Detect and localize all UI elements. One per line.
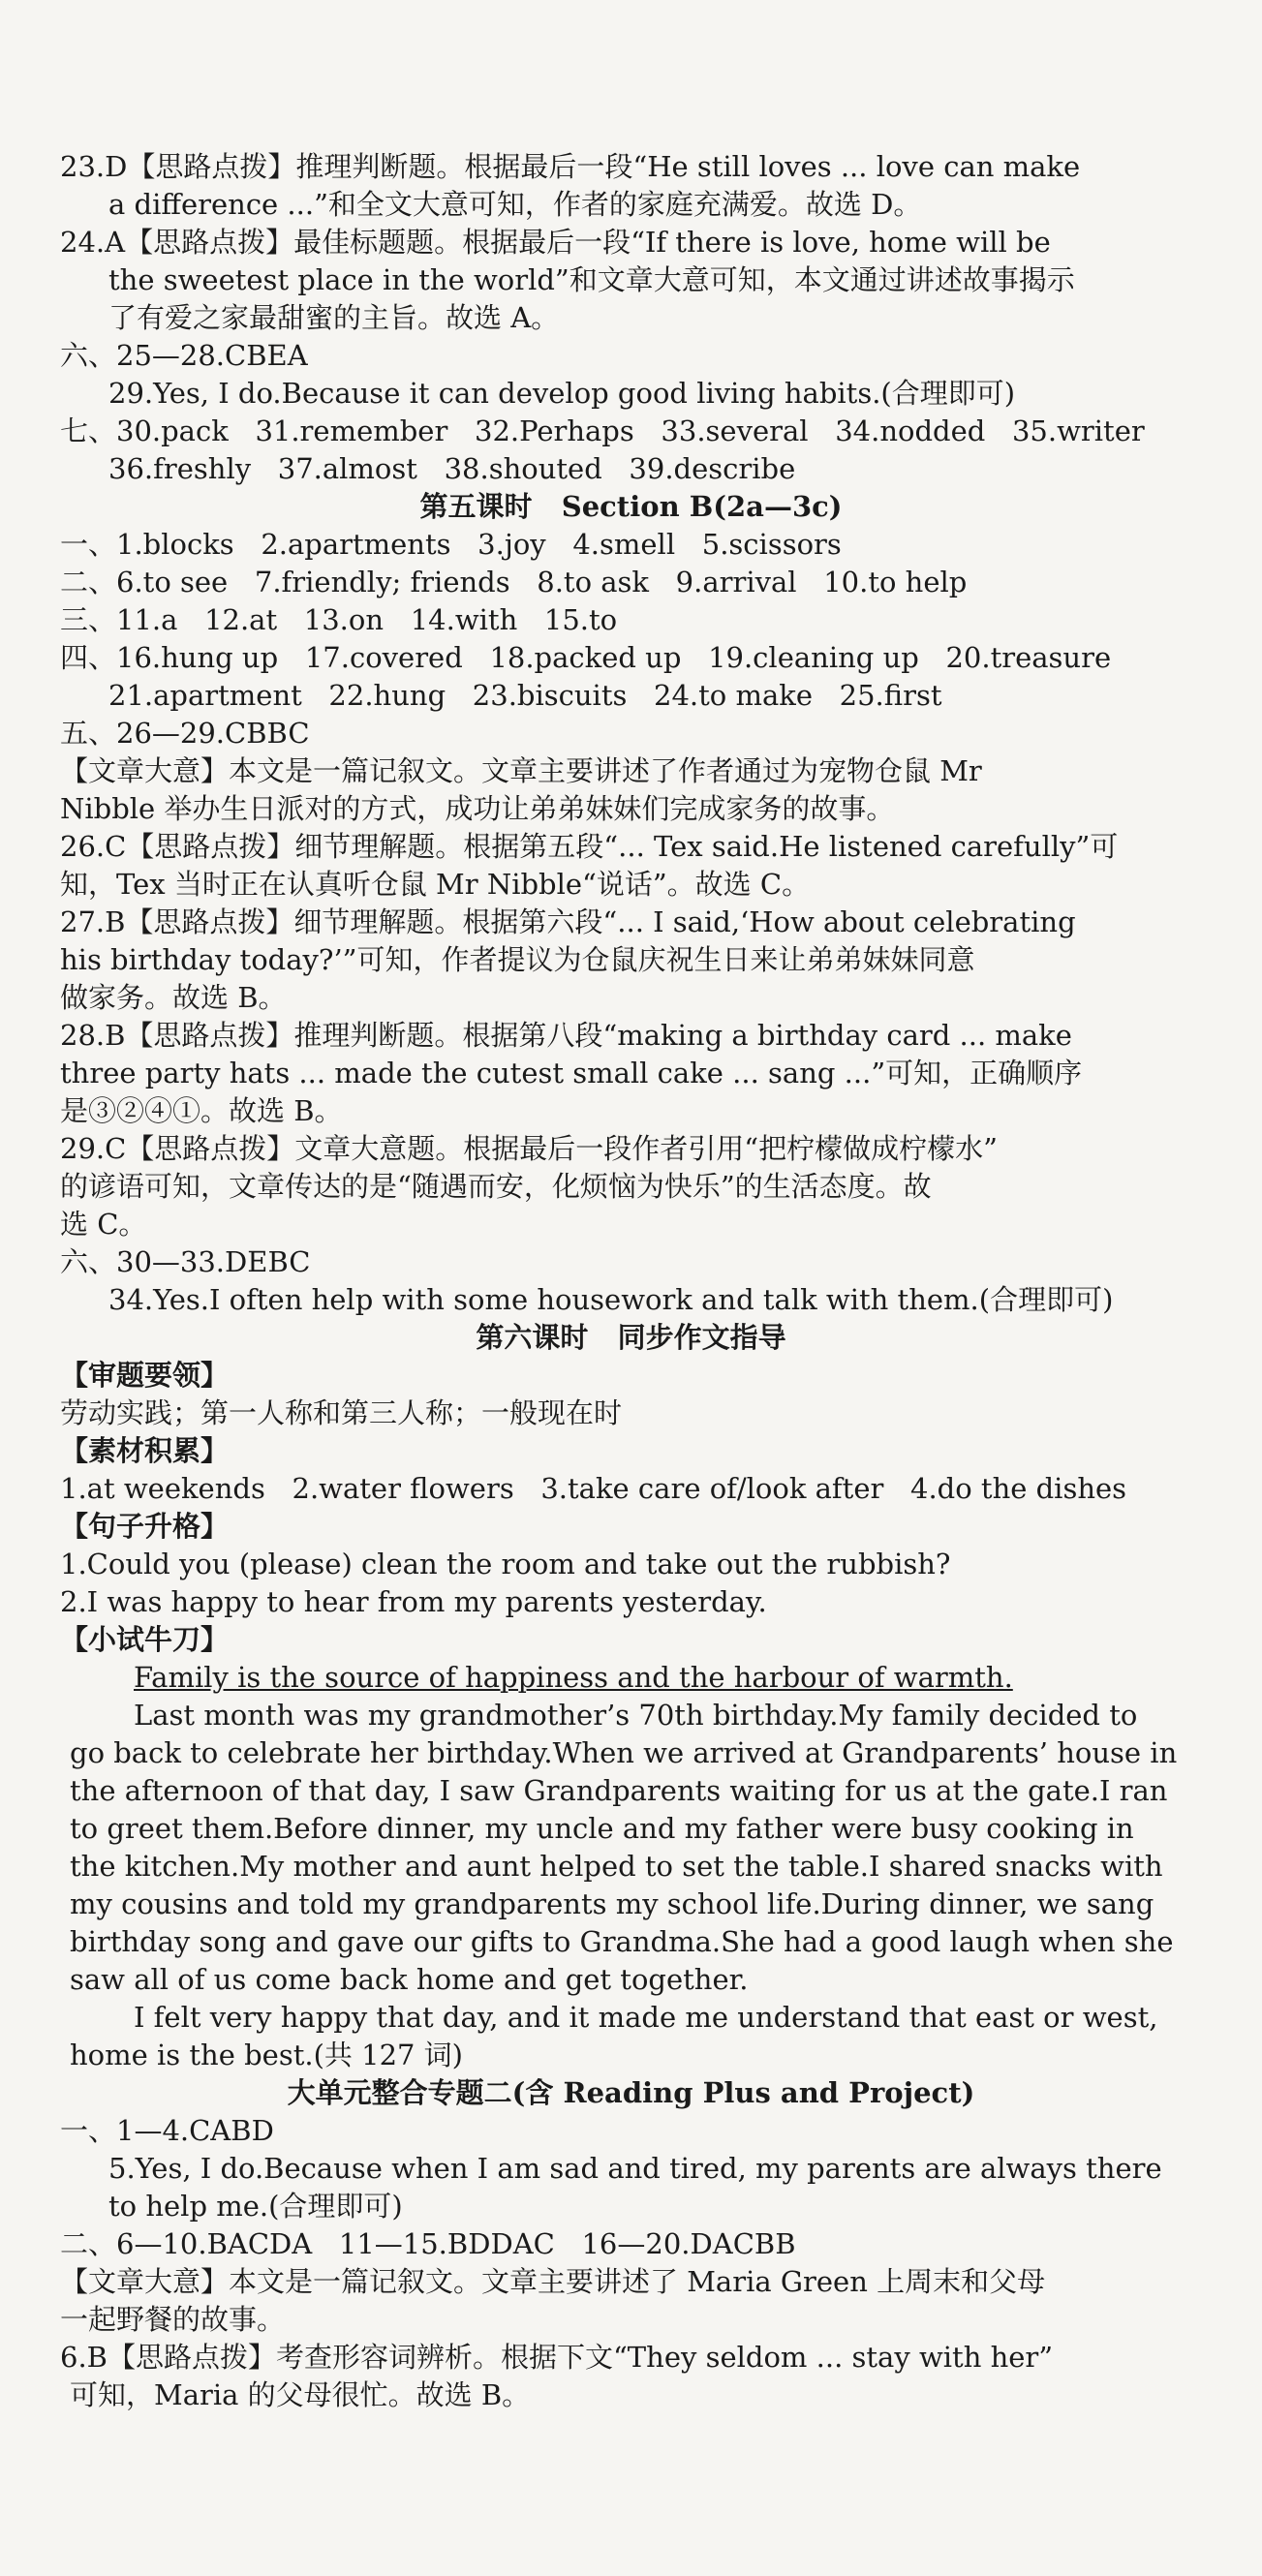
line-36-39: 36.freshly 37.almost 38.shouted 39.describe xyxy=(108,452,796,485)
essay-line-3: the afternoon of that day, I saw Grandparents waiting for us at the gate.I ran xyxy=(70,1774,1168,1807)
line-four-16-20: 四、16.hung up 17.covered 18.packed up 19.cleaning up 20.treasure xyxy=(60,641,1112,674)
line-23-cont: a difference ...”和全文大意可知，作者的家庭充满爱。故选 D。 xyxy=(108,188,922,221)
line-five-26-29: 五、26—29.CBBC xyxy=(60,717,310,750)
heading-xiaoshi: 【小试牛刀】 xyxy=(60,1623,230,1656)
line-29c-cont2: 选 C。 xyxy=(60,1208,147,1241)
line-28-cont1: three party hats ... made the cutest small cake ... sang ...”可知，正确顺序 xyxy=(60,1057,1083,1089)
line-5-cont: to help me.(合理即可) xyxy=(108,2190,403,2223)
line-two-6-10: 二、6.to see 7.friendly; friends 8.to ask 9.arrival 10.to help xyxy=(60,566,968,598)
line-27-cont1: his birthday today?’”可知，作者提议为仓鼠庆祝生日来让弟弟妹妹同意 xyxy=(60,943,975,976)
line-29c-cont1: 的谚语可知，文章传达的是“随遇而安，化烦恼为快乐”的生活态度。故 xyxy=(60,1170,932,1203)
line-seven-30-35: 七、30.pack 31.remember 32.Perhaps 33.several 34.nodded 35.writer xyxy=(60,414,1145,447)
essay-title: Family is the source of happiness and the harbour of warmth. xyxy=(134,1661,1013,1694)
essay-line-7: birthday song and gave our gifts to Grandma.She had a good laugh when she xyxy=(70,1925,1174,1958)
line-29: 29.Yes, I do.Because it can develop good living habits.(合理即可) xyxy=(108,377,1016,410)
line-28: 28.B【思路点拨】推理判断题。根据第八段“making a birthday card ... make xyxy=(60,1019,1072,1052)
line-six-25-28: 六、25—28.CBEA xyxy=(60,339,308,372)
line-summary-2: 【文章大意】本文是一篇记叙文。文章主要讲述了 Maria Green 上周末和父母 xyxy=(60,2265,1046,2298)
line-juzi-2: 2.I was happy to hear from my parents yesterday. xyxy=(60,1585,767,1618)
heading-shenti: 【审题要领】 xyxy=(60,1359,230,1392)
line-23: 23.D【思路点拨】推理判断题。根据最后一段“He still loves ... love can make xyxy=(60,150,1081,183)
line-one-1-5: 一、1.blocks 2.apartments 3.joy 4.smell 5.scissors xyxy=(60,528,842,561)
line-6b: 6.B【思路点拨】考查形容词辨析。根据下文“They seldom ... stay with her” xyxy=(60,2341,1054,2374)
essay-line-8: saw all of us come back home and get together. xyxy=(70,1963,749,1996)
line-28-cont2: 是③②④①。故选 B。 xyxy=(60,1094,343,1127)
line-29c: 29.C【思路点拨】文章大意题。根据最后一段作者引用“把柠檬做成柠檬水” xyxy=(60,1132,998,1165)
heading-juzi: 【句子升格】 xyxy=(60,1510,230,1543)
line-summary-2-cont: 一起野餐的故事。 xyxy=(60,2303,286,2336)
line-27: 27.B【思路点拨】细节理解题。根据第六段“... I said,‘How about celebrating xyxy=(60,905,1076,938)
line-sucai: 1.at weekends 2.water flowers 3.take care of/look after 4.do the dishes xyxy=(60,1472,1127,1505)
line-24-cont2: 了有爱之家最甜蜜的主旨。故选 A。 xyxy=(108,301,560,334)
essay-line-10: home is the best.(共 127 词) xyxy=(70,2039,464,2071)
essay-line-4: to greet them.Before dinner, my uncle and my father were busy cooking in xyxy=(70,1812,1134,1845)
line-34: 34.Yes.I often help with some housework and talk with them.(合理即可) xyxy=(108,1283,1114,1316)
line-two-6-20: 二、6—10.BACDA 11—15.BDDAC 16—20.DACBB xyxy=(60,2227,796,2260)
section-title-lesson6: 第六课时 同步作文指导 xyxy=(476,1321,786,1354)
line-6b-cont: 可知，Maria 的父母很忙。故选 B。 xyxy=(70,2378,531,2411)
line-26: 26.C【思路点拨】细节理解题。根据第五段“... Tex said.He listened carefully”可 xyxy=(60,830,1119,863)
heading-sucai: 【素材积累】 xyxy=(60,1434,230,1467)
essay-line-9: I felt very happy that day, and it made me understand that east or west, xyxy=(134,2001,1158,2034)
line-summary-cont: Nibble 举办生日派对的方式，成功让弟弟妹妹们完成家务的故事。 xyxy=(60,792,895,825)
line-24: 24.A【思路点拨】最佳标题题。根据最后一段“If there is love, home will be xyxy=(60,226,1051,259)
section-title-unit2: 大单元整合专题二(含 Reading Plus and Project) xyxy=(287,2076,975,2109)
line-juzi-1: 1.Could you (please) clean the room and take out the rubbish? xyxy=(60,1548,951,1580)
line-5: 5.Yes, I do.Because when I am sad and tired, my parents are always there xyxy=(108,2152,1162,2185)
line-three-11-15: 三、11.a 12.at 13.on 14.with 15.to xyxy=(60,603,618,636)
line-21-25: 21.apartment 22.hung 23.biscuits 24.to make 25.first xyxy=(108,679,942,712)
section-title-lesson5: 第五课时 Section B(2a—3c) xyxy=(419,490,843,523)
essay-line-2: go back to celebrate her birthday.When we arrived at Grandparents’ house in xyxy=(70,1736,1178,1769)
essay-line-6: my cousins and told my grandparents my school life.During dinner, we sang xyxy=(70,1887,1154,1920)
line-24-cont1: the sweetest place in the world”和文章大意可知，本文通过讲述故事揭示 xyxy=(108,263,1075,296)
line-six-30-33: 六、30—33.DEBC xyxy=(60,1245,311,1278)
line-one-1-4: 一、1—4.CABD xyxy=(60,2114,274,2147)
essay-line-1: Last month was my grandmother’s 70th birthday.My family decided to xyxy=(134,1699,1138,1732)
essay-line-5: the kitchen.My mother and aunt helped to set the table.I shared snacks with xyxy=(70,1850,1163,1883)
line-summary: 【文章大意】本文是一篇记叙文。文章主要讲述了作者通过为宠物仓鼠 Mr xyxy=(60,754,982,787)
line-shenti: 劳动实践；第一人称和第三人称；一般现在时 xyxy=(60,1396,623,1429)
line-26-cont: 知，Tex 当时正在认真听仓鼠 Mr Nibble“说话”。故选 C。 xyxy=(60,868,811,901)
line-27-cont2: 做家务。故选 B。 xyxy=(60,981,287,1014)
